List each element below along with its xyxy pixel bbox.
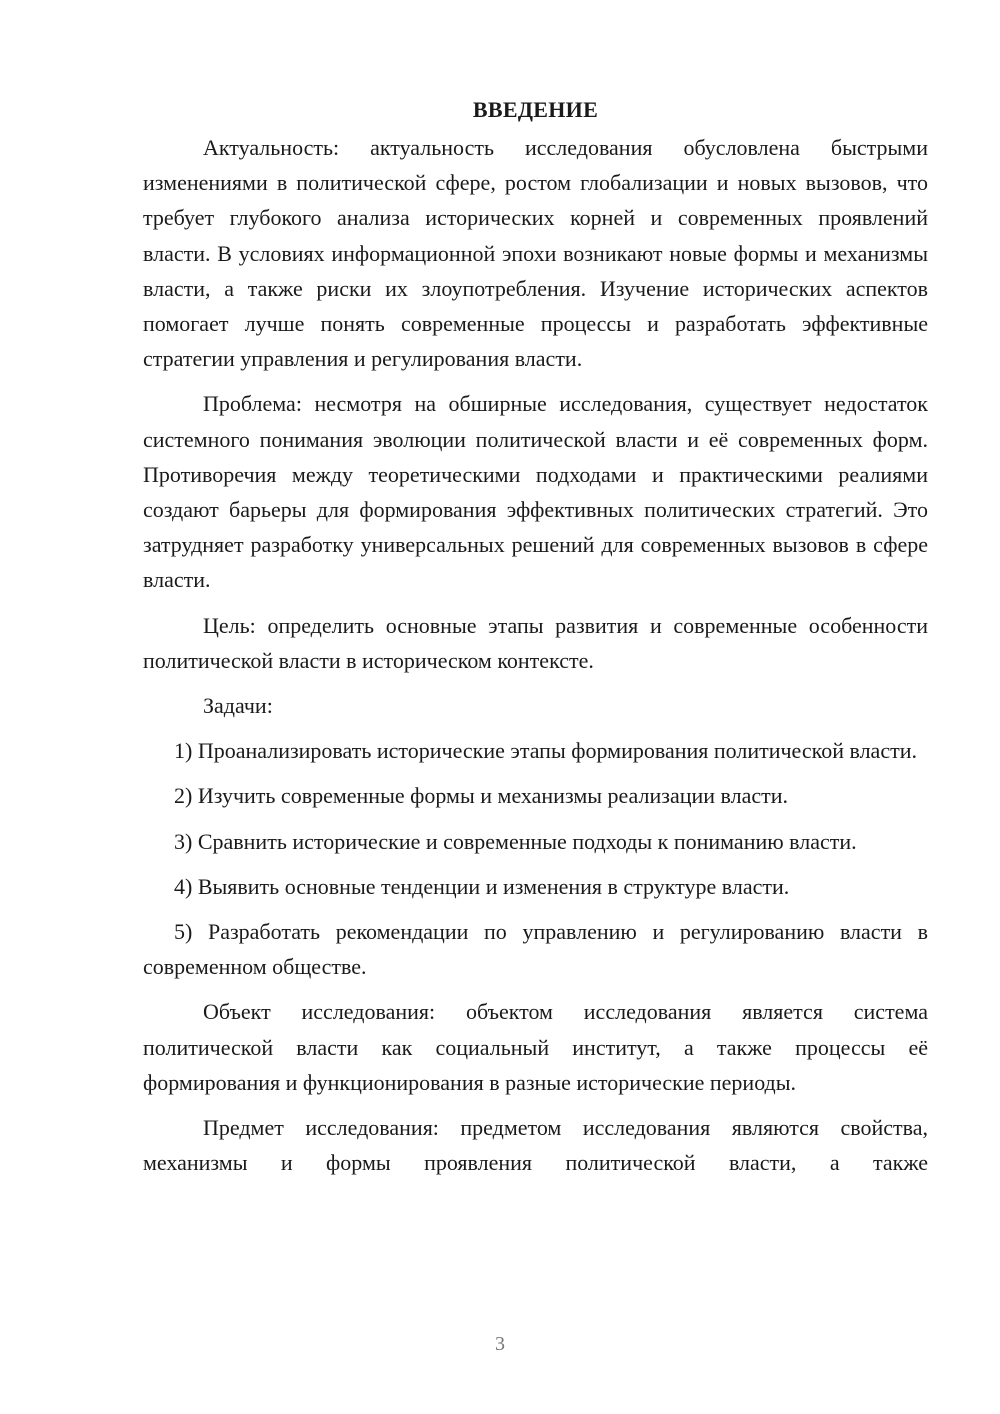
subject-paragraph: Предмет исследования: предметом исследования являются свойства, механизмы и формы проявления политической власти, а также [143,1115,928,1176]
task-item-1: 1) Проанализировать исторические этапы формирования политической власти. [174,738,917,764]
page-title: ВВЕДЕНИЕ [472,97,599,122]
relevance-paragraph: Актуальность: актуальность исследования обусловлена быстрыми изменениями в политической сфере, ростом глобализации и новых вызовов, что требует глубокого анализа исторических корней и современных проявлений власти. В условиях информационной эпохи возникают новые формы и механизмы власти, а также риски их злоупотребления. Изучение исторических аспектов помогает лучше понять современные процессы и разработать эффективные стратегии управления и регулирования власти. [143,135,928,372]
object-paragraph: Объект исследования: объектом исследования является система политической власти как социальный институт, а также процессы её формирования и функционирования в разные исторические периоды. [143,999,928,1095]
task-item-5: 5) Разработать рекомендации по управлению и регулированию власти в современном обществе. [143,919,928,980]
goal-paragraph: Цель: определить основные этапы развития и современные особенности политической власти в историческом контексте. [143,612,928,673]
document-page [143,92,928,1190]
tasks-heading: Задачи: [203,693,273,719]
task-item-2: 2) Изучить современные формы и механизмы реализации власти. [174,783,789,809]
task-item-4: 4) Выявить основные тенденции и изменения в структуре власти. [174,873,790,899]
page-number: 3 [495,1333,505,1355]
problem-paragraph: Проблема: несмотря на обширные исследования, существует недостаток системного понимания эволюции политической власти и её современных форм. Противоречия между теоретическими подходами и практическими реалиями создают барьеры для формирования эффективных политических стратегий. Это затрудняет разработку универсальных решений для современных вызовов в сфере власти. [143,391,928,593]
task-item-3: 3) Сравнить исторические и современные подходы к пониманию власти. [174,828,857,854]
